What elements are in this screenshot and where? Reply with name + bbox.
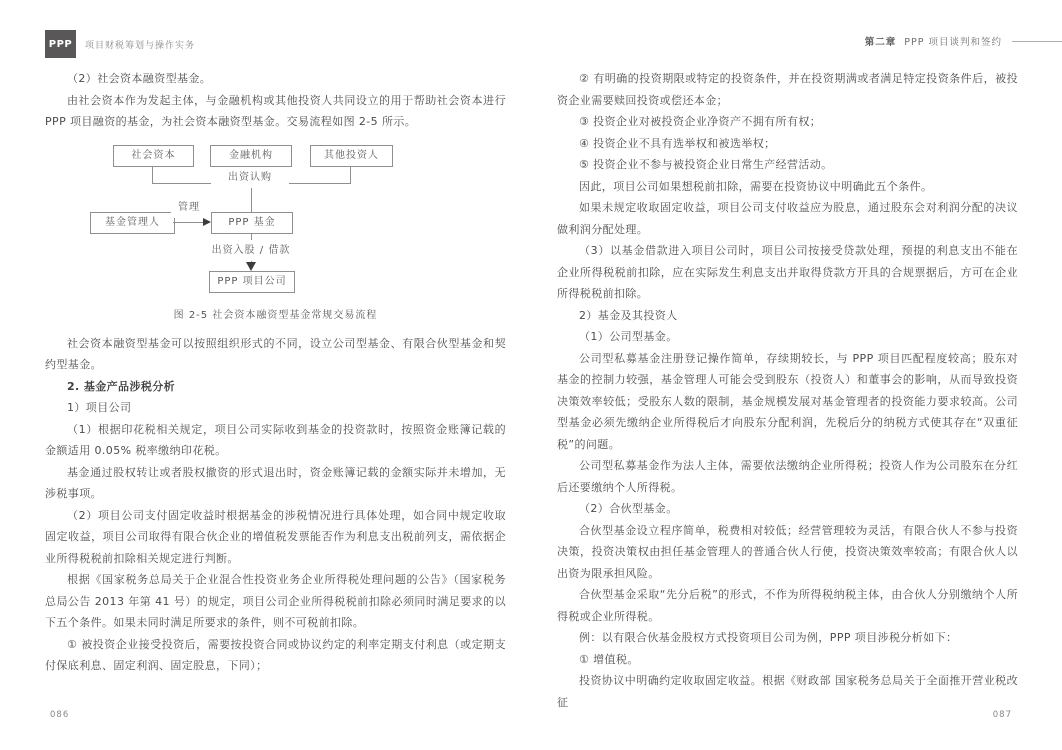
figure-label-subscription: 出资认购	[211, 167, 289, 189]
chapter-title: PPP 项目谈判和签约	[904, 37, 1002, 48]
page-number-right: 087	[992, 710, 1012, 720]
paragraph: （2）项目公司支付固定收益时根据基金的涉税情况进行具体处理，如合同中规定收取固定收益，项目公司取得有限合伙企业的增值税发票能否作为利息支出税前列支，需依据企业所得税税前扣除相关规定进行判断。	[45, 508, 506, 565]
figure-node-fund-manager: 基金管理人	[90, 212, 175, 234]
paragraph: 例：以有限合伙基金股权方式投资项目公司为例，PPP 项目涉税分析如下：	[579, 631, 958, 644]
paragraph: （1）公司型基金。	[579, 330, 678, 343]
paragraph: ① 增值税。	[579, 652, 639, 666]
figure-node-financial-institution: 金融机构	[210, 145, 292, 167]
paragraph: （1）根据印花税相关规定，项目公司实际收到基金的投资款时，按照资金账簿记载的金额适用 0.05% 税率缴纳印花税。	[45, 422, 506, 457]
paragraph: 基金通过股权转让或者股权撤资的形式退出时，资金账簿记载的金额实际并未增加，无涉税事项。	[45, 465, 506, 500]
paragraph: 1）项目公司	[67, 401, 132, 414]
figure-connector	[152, 166, 153, 183]
arrow-right-icon	[203, 218, 211, 226]
paragraph: 社会资本融资型基金可以按照组织形式的不同，设立公司型基金、有限合伙型基金和契约型基金。	[45, 336, 506, 371]
chapter-label: 第二章	[864, 37, 897, 48]
paragraph: ② 有明确的投资期限或特定的投资条件，并在投资期满或者满足特定投资条件后，被投资企业需要赎回投资或偿还本金；	[557, 72, 1018, 107]
paragraph: 根据《国家税务总局关于企业混合性投资业务企业所得税处理问题的公告》（国家税务总局公告 2013 年第 41 号）的规定，项目公司企业所得税税前扣除必须同时满足要求的以下五个条件。如果未同时满足所要求的条件，则不可税前扣除。	[45, 573, 506, 629]
paragraph: （3）以基金借款进入项目公司时，项目公司按接受贷款处理，预提的利息支出不能在企业所得税税前扣除，应在实际发生利息支出并取得贷款方开具的合规票据后，方可在企业所得税税前扣除。	[557, 244, 1018, 300]
figure-node-ppp-project-company: PPP 项目公司	[209, 271, 295, 293]
figure-2-5	[45, 141, 506, 327]
paragraph: （2）社会资本融资型基金。	[67, 72, 212, 85]
page-number-left: 086	[50, 710, 70, 720]
right-page-body	[557, 68, 1018, 713]
running-head-right	[865, 34, 1062, 48]
paragraph: 合伙型基金采取“先分后税”的形式，不作为所得税纳税主体，由合伙人分别缴纳个人所得税或企业所得税。	[557, 588, 1018, 623]
section-heading: 2. 基金产品涉税分析	[67, 379, 176, 393]
figure-label-equity-or-loan: 出资入股 / 借款	[196, 240, 306, 262]
left-paras-before-figure	[45, 68, 506, 133]
paragraph: 投资协议中明确约定收取固定收益。根据《财政部 国家税务总局关于全面推开营业税改征	[557, 674, 1018, 709]
arrow-down-icon	[246, 262, 256, 271]
paragraph: ③ 投资企业对被投资企业净资产不拥有所有权；	[579, 115, 822, 128]
figure-node-social-capital: 社会资本	[113, 145, 194, 167]
figure-connector	[350, 166, 351, 183]
figure-connector	[173, 222, 204, 223]
header-rule	[1012, 41, 1062, 42]
paragraph: ① 被投资企业接受投资后，需要按投资合同或协议约定的利率定期支付利息（或定期支付保底利息、固定利润、固定股息，下同）；	[45, 637, 506, 672]
paragraph: 由社会资本作为发起主体，与金融机构或其他投资人共同设立的用于帮助社会资本进行PPP 项目融资的基金，为社会资本融资型基金。交易流程如图 2-5 所示。	[45, 93, 506, 128]
left-paras-after-heading	[45, 397, 506, 677]
paragraph: 因此，项目公司如果想税前扣除，需要在投资协议中明确此五个条件。	[579, 179, 933, 193]
figure-node-ppp-fund: PPP 基金	[211, 212, 293, 234]
figure-node-other-investors: 其他投资人	[310, 145, 393, 167]
running-head-left	[45, 30, 195, 58]
right-paragraphs	[557, 68, 1018, 713]
figure-caption: 图 2-5 社会资本融资型基金常规交易流程	[173, 309, 378, 321]
ppp-logo: PPP	[45, 30, 76, 58]
paragraph: 如果未规定收取固定收益，项目公司支付收益应为股息，通过股东会对利润分配的决议做利润分配处理。	[557, 201, 1018, 236]
paragraph: （2）合伙型基金。	[579, 502, 678, 515]
paragraph: 公司型私募基金作为法人主体，需要依法缴纳企业所得税；投资人作为公司股东在分红后还要缴纳个人所得税。	[557, 459, 1018, 494]
paragraph: ④ 投资企业不具有选举权和被选举权；	[579, 136, 776, 150]
figure-label-manage: 管理	[171, 197, 207, 219]
paragraph: 公司型私募基金注册登记操作简单，存续期较长，与 PPP 项目匹配程度较高；股东对基金的控制力较强，基金管理人可能会受到股东（投资人）和董事会的影响，从而导致投资决策效率较低；受股东人数的限制，基金规模发展对基金管理者的投资能力要求较高。公司型基金必须先缴纳企业所得税后才向股东分配利润，先税后分的纳税方式使其存在“双重征税”的问题。	[557, 351, 1018, 451]
book-title: 项目财税筹划与操作实务	[85, 40, 196, 51]
paragraph: 合伙型基金设立程序简单，税费相对较低；经营管理较为灵活，有限合伙人不参与投资决策，投资决策权由担任基金管理人的普通合伙人行使，投资决策效率较高；有限合伙人以出资为限承担风险。	[557, 523, 1018, 580]
paragraph: ⑤ 投资企业不参与被投资企业日常生产经营活动。	[579, 158, 833, 171]
left-page-body	[45, 68, 506, 677]
paragraph: 2）基金及其投资人	[579, 308, 678, 322]
